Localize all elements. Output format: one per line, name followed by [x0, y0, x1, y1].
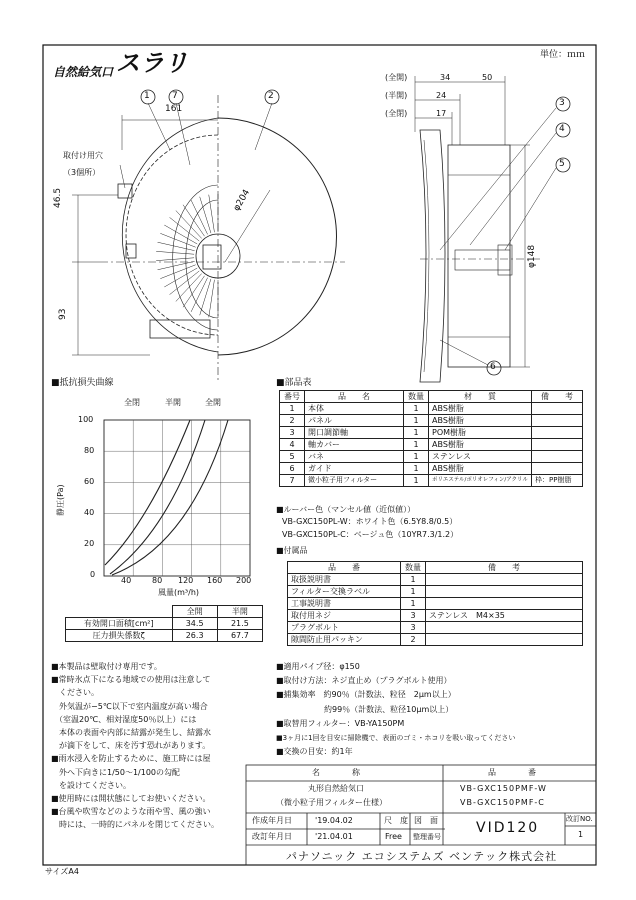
note-line: 本体の表面や内部に結露が発生し、結露水 [51, 728, 211, 738]
logo-big: スラリ [116, 48, 188, 77]
created-date: '19.04.02 [315, 816, 353, 825]
parts-qty: 1 [404, 403, 429, 415]
parts-header: 品 名 [305, 391, 404, 403]
acc-note [426, 586, 583, 598]
opening-value: 21.5 [217, 618, 262, 630]
x-tick-80: 80 [152, 576, 163, 585]
acc-qty: 1 [401, 598, 426, 610]
table-row [280, 439, 583, 451]
acc-name: 工事説明書 [288, 598, 401, 610]
note-line: ■取替用フィルター：VB-YA150PM [276, 718, 405, 728]
side-view [415, 76, 570, 382]
opening-table [65, 605, 263, 642]
mount-hole-label: 取付け用穴 [63, 151, 103, 160]
callout-7: 7 [172, 91, 178, 101]
note-line: 約99％（計数法、粒径10μm以上） [276, 704, 454, 714]
parts-qty: 1 [404, 439, 429, 451]
side-row-a-0: 34 [440, 73, 451, 82]
callout-5: 5 [559, 159, 565, 169]
parts-name: 微小粒子用フィルター [305, 475, 404, 487]
parts-qty: 1 [404, 427, 429, 439]
x-tick-120: 120 [178, 576, 194, 585]
resistance-plot [104, 420, 250, 576]
parts-qty: 1 [404, 451, 429, 463]
table-row [288, 622, 583, 634]
part-number-c: VB-GXC150PMF-C [460, 798, 545, 807]
callout-4: 4 [559, 124, 565, 134]
rev-value: 1 [578, 830, 584, 839]
side-row-b-0: 50 [482, 73, 493, 82]
curve-title: ■抵抗損失曲線 [51, 378, 114, 388]
note-line: ■雨水浸入を防止するために、施工時には屋 [51, 754, 211, 764]
opening-value: 67.7 [217, 630, 262, 642]
note-line: ■取付け方法：ネジ直止め（プラグボルト使用） [276, 676, 452, 686]
side-row-a-2: 17 [436, 109, 447, 118]
parts-header: 材 質 [429, 391, 532, 403]
acc-note [426, 622, 583, 634]
figure-label: 図 面 [414, 816, 438, 825]
series-label-half: 半開 [165, 398, 181, 407]
louver-line-2: VB-GXC150PL-C：ベージュ色（10YR7.3/1.2） [282, 530, 459, 539]
accessories-title: ■付属品 [276, 546, 308, 555]
acc-note: ステンレス M4×35 [426, 610, 583, 622]
number-label: 整理番号 [413, 833, 441, 841]
y-tick-100: 100 [78, 415, 94, 424]
acc-note [426, 574, 583, 586]
notes-left [51, 660, 219, 832]
logo-small: 自然給気口 [53, 65, 114, 79]
scale-label: 尺 度 [384, 816, 408, 825]
dim-phi148: φ148 [527, 244, 537, 268]
acc-name: 取付用ネジ [288, 610, 401, 622]
series-label-closed: 全閉 [124, 398, 140, 407]
acc-note [426, 598, 583, 610]
x-tick-40: 40 [121, 576, 132, 585]
mount-hole-count: （3個所） [63, 168, 101, 177]
y-tick-80: 80 [84, 446, 95, 455]
company-name: パナソニック エコシステムズ ベンテック株式会社 [286, 850, 558, 863]
table-row [280, 415, 583, 427]
dim-phi204: φ204 [232, 187, 253, 213]
parts-material: POM樹脂 [429, 427, 532, 439]
dim-93: 93 [58, 308, 68, 320]
parts-material: ABS樹脂 [429, 415, 532, 427]
note-line: ■捕集効率 約90％（計数法、粒径 2μm以上） [276, 690, 456, 700]
side-row-label-2: (全閉) [385, 109, 408, 118]
note-line: ■常時氷点下になる地域での使用は注意して [51, 675, 211, 685]
table-row [280, 451, 583, 463]
parts-no: 6 [280, 463, 305, 475]
table-row [288, 610, 583, 622]
opening-row-label: 圧力損失係数ζ [66, 630, 173, 642]
opening-row-label: 有効開口面積[cm²] [66, 618, 173, 630]
note-line: （室温20℃、相対湿度50％以上）には [51, 714, 197, 724]
parts-note [532, 415, 583, 427]
parts-note: 枠：PP樹脂 [532, 475, 583, 487]
part-label: 品 番 [488, 768, 536, 777]
louver-title: ■ルーバー色（マンセル値（近似値）） [276, 505, 416, 514]
note-line: 外気温が−5℃以下で室内温度が高い場合 [51, 701, 208, 711]
parts-note [532, 427, 583, 439]
note-line: ■交換の目安：約1年 [276, 747, 353, 757]
parts-name: 軸カバー [305, 439, 404, 451]
table-row [280, 463, 583, 475]
x-tick-200: 200 [236, 576, 252, 585]
note-line: 外へ下向きに1/50〜1/100の勾配 [51, 767, 181, 777]
table-row [280, 403, 583, 415]
parts-note [532, 439, 583, 451]
revised-date: '21.04.01 [315, 832, 353, 841]
note-line: ください。 [51, 688, 99, 698]
parts-material: ステンレス [429, 451, 532, 463]
y-tick-0: 0 [90, 570, 96, 579]
unit-label: 単位：ｍｍ [540, 50, 586, 60]
note-line: を設けてください。 [51, 780, 131, 790]
table-row [280, 427, 583, 439]
note-line: ■使用時には開状態にしてお使いください。 [51, 794, 211, 804]
table-row [288, 634, 583, 646]
side-row-a-1: 24 [436, 91, 447, 100]
acc-header: 品 番 [288, 562, 401, 574]
series-label-open: 全開 [205, 398, 221, 407]
acc-note [426, 634, 583, 646]
note-line: が滴下をして、床を汚す恐れがあります。 [51, 741, 211, 751]
part-number-w: VB-GXC150PMF-W [460, 784, 547, 793]
parts-qty: 1 [404, 463, 429, 475]
parts-no: 5 [280, 451, 305, 463]
table-row [280, 475, 583, 487]
acc-qty: 1 [401, 586, 426, 598]
parts-note [532, 451, 583, 463]
parts-no: 2 [280, 415, 305, 427]
acc-header: 備 考 [426, 562, 583, 574]
opening-value: 34.5 [172, 618, 217, 630]
callout-6: 6 [490, 362, 496, 372]
dim-161: 161 [165, 104, 183, 114]
parts-material: ABS樹脂 [429, 463, 532, 475]
notes-right [276, 660, 515, 759]
parts-no: 4 [280, 439, 305, 451]
note-line: ■3ヶ月に1回を目安に掃除機で、表面のゴミ・ホコリを吸い取ってください [276, 734, 516, 743]
paper-size: サイズA4 [45, 867, 79, 876]
dim-46-5: 46.5 [53, 187, 63, 208]
drawing-number: VID120 [476, 820, 540, 836]
note-line: 時には、一時的にパネルを閉じてください。 [51, 820, 219, 830]
parts-material: ポリエステル/ポリオレフィン/アクリル [429, 475, 532, 487]
table-row [288, 586, 583, 598]
y-tick-60: 60 [84, 477, 95, 486]
product-name-sub: （微小粒子用フィルター仕様） [276, 798, 388, 807]
table-row [288, 574, 583, 586]
side-row-label-1: (半開) [385, 91, 408, 100]
opening-value: 26.3 [172, 630, 217, 642]
front-view [72, 90, 345, 380]
product-name: 丸形自然給気口 [308, 784, 364, 793]
acc-qty: 2 [401, 634, 426, 646]
parts-qty: 1 [404, 475, 429, 487]
acc-name: 取扱説明書 [288, 574, 401, 586]
y-tick-20: 20 [84, 539, 95, 548]
created-label: 作成年月日 [252, 816, 292, 825]
table-row [288, 598, 583, 610]
name-label: 名 称 [312, 768, 360, 777]
parts-name: 開口調節軸 [305, 427, 404, 439]
parts-table [279, 390, 583, 487]
opening-header-half: 半開 [217, 606, 262, 618]
acc-name: 隙間防止用パッキン [288, 634, 401, 646]
y-tick-40: 40 [84, 508, 95, 517]
parts-name: ガイド [305, 463, 404, 475]
parts-name: バネ [305, 451, 404, 463]
louver-line-1: VB-GXC150PL-W：ホワイト色（6.5Y8.8/0.5） [282, 517, 458, 526]
parts-title: ■部品表 [276, 378, 312, 388]
parts-header: 備 考 [532, 391, 583, 403]
parts-no: 3 [280, 427, 305, 439]
accessories-table [287, 561, 583, 646]
parts-note [532, 463, 583, 475]
acc-qty: 1 [401, 574, 426, 586]
note-line: ■本製品は壁取付け専用です。 [51, 662, 162, 671]
revised-label: 改訂年月日 [252, 832, 292, 841]
note-line: ■台風や吹雪などのような雨や雪、風の強い [51, 807, 211, 817]
side-row-label-0: (全開) [385, 73, 408, 82]
rev-label: 改訂NO. [566, 815, 593, 823]
scale-value: Free [385, 832, 402, 841]
parts-header: 番号 [280, 391, 305, 403]
parts-material: ABS樹脂 [429, 403, 532, 415]
opening-header-open: 全開 [172, 606, 217, 618]
note-line: ■適用パイプ径：φ150 [276, 662, 360, 671]
callout-3: 3 [559, 98, 565, 108]
acc-name: フィルター交換ラベル [288, 586, 401, 598]
acc-qty: 3 [401, 622, 426, 634]
callout-1: 1 [144, 91, 150, 101]
parts-name: パネル [305, 415, 404, 427]
parts-qty: 1 [404, 415, 429, 427]
acc-header: 数量 [401, 562, 426, 574]
acc-name: プラグボルト [288, 622, 401, 634]
parts-no: 7 [280, 475, 305, 487]
x-axis-label: 風量(m³/h) [158, 588, 200, 597]
parts-material: ABS樹脂 [429, 439, 532, 451]
parts-header: 数量 [404, 391, 429, 403]
callout-2: 2 [268, 91, 274, 101]
parts-no: 1 [280, 403, 305, 415]
x-tick-160: 160 [207, 576, 223, 585]
acc-qty: 3 [401, 610, 426, 622]
y-axis-label: 静圧(Pa) [56, 484, 65, 516]
parts-name: 本体 [305, 403, 404, 415]
parts-note [532, 403, 583, 415]
